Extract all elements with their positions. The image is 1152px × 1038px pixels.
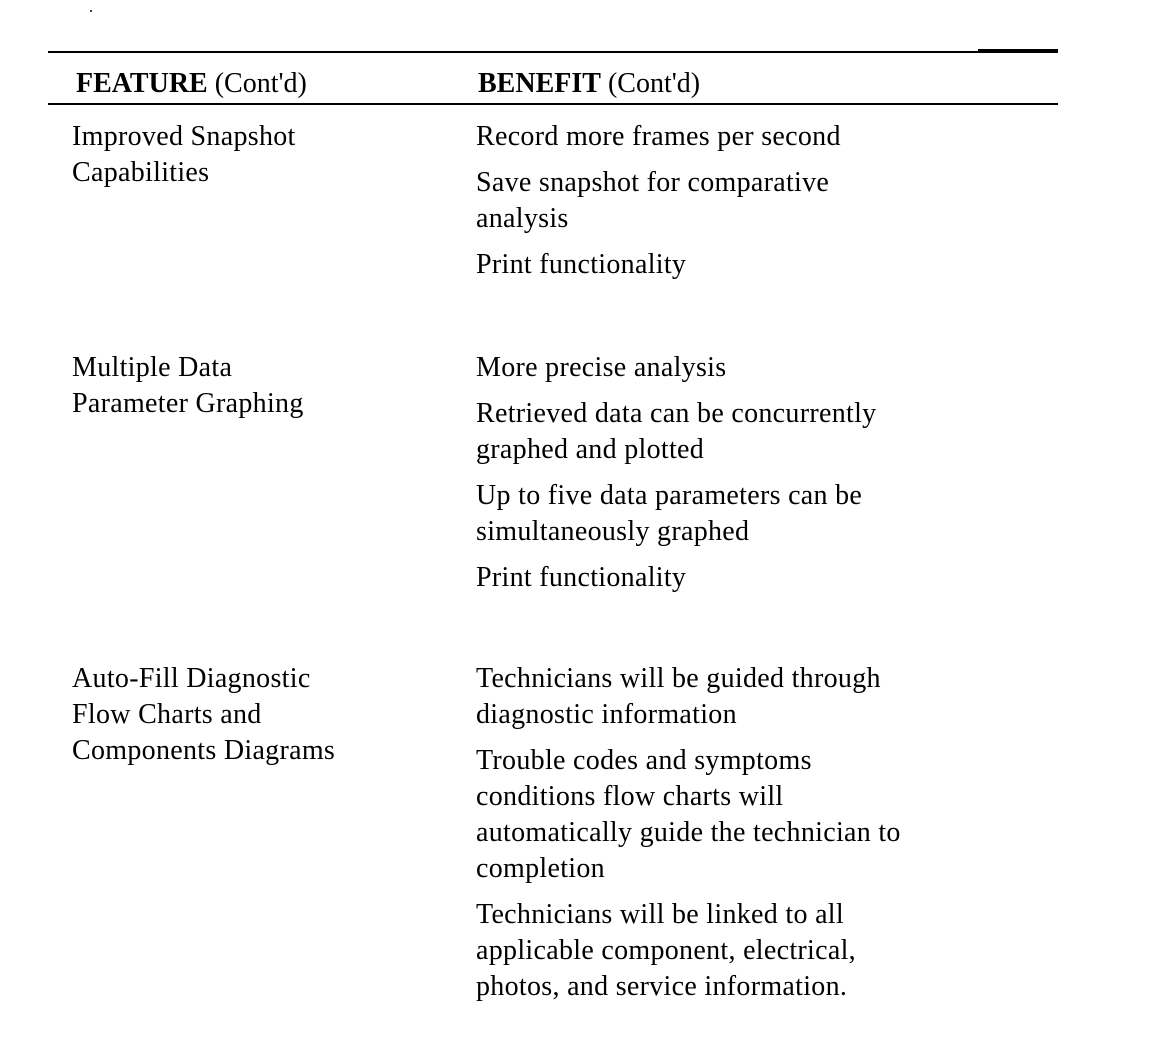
benefit-item: Trouble codes and symptoms conditions flow charts will automatically guide the technician to completion xyxy=(476,745,901,884)
benefit-item: Technicians will be linked to all applicable component, electrical, photos, and service information. xyxy=(476,899,856,1002)
benefit-item: Save snapshot for comparative analysis xyxy=(476,167,830,234)
header-bottom-rule xyxy=(48,103,1058,105)
benefits-graphing xyxy=(476,350,1036,606)
benefit-item: Record more frames per second xyxy=(476,121,841,152)
benefit-item: Print functionality xyxy=(476,249,687,280)
benefit-item: Up to five data parameters can be simultaneously graphed xyxy=(476,480,863,547)
table-top-rule-accent xyxy=(978,49,1058,52)
benefits-snapshot xyxy=(476,119,1036,293)
scan-speck xyxy=(90,10,92,12)
benefit-item: More precise analysis xyxy=(476,352,727,383)
feature-column-header: FEATURE (Cont'd) xyxy=(76,68,307,99)
benefits-autofill xyxy=(476,661,1036,1015)
feature-autofill: Auto-Fill Diagnostic Flow Charts and Components Diagrams xyxy=(72,663,336,766)
feature-snapshot: Improved Snapshot Capabilities xyxy=(72,121,296,188)
benefit-column-header: BENEFIT (Cont'd) xyxy=(478,68,701,99)
table-top-rule xyxy=(48,51,1058,53)
benefit-item: Print functionality xyxy=(476,562,687,593)
feature-graphing: Multiple Data Parameter Graphing xyxy=(72,352,304,419)
benefit-item: Technicians will be guided through diagnostic information xyxy=(476,663,881,730)
benefit-item: Retrieved data can be concurrently graphed and plotted xyxy=(476,398,877,465)
